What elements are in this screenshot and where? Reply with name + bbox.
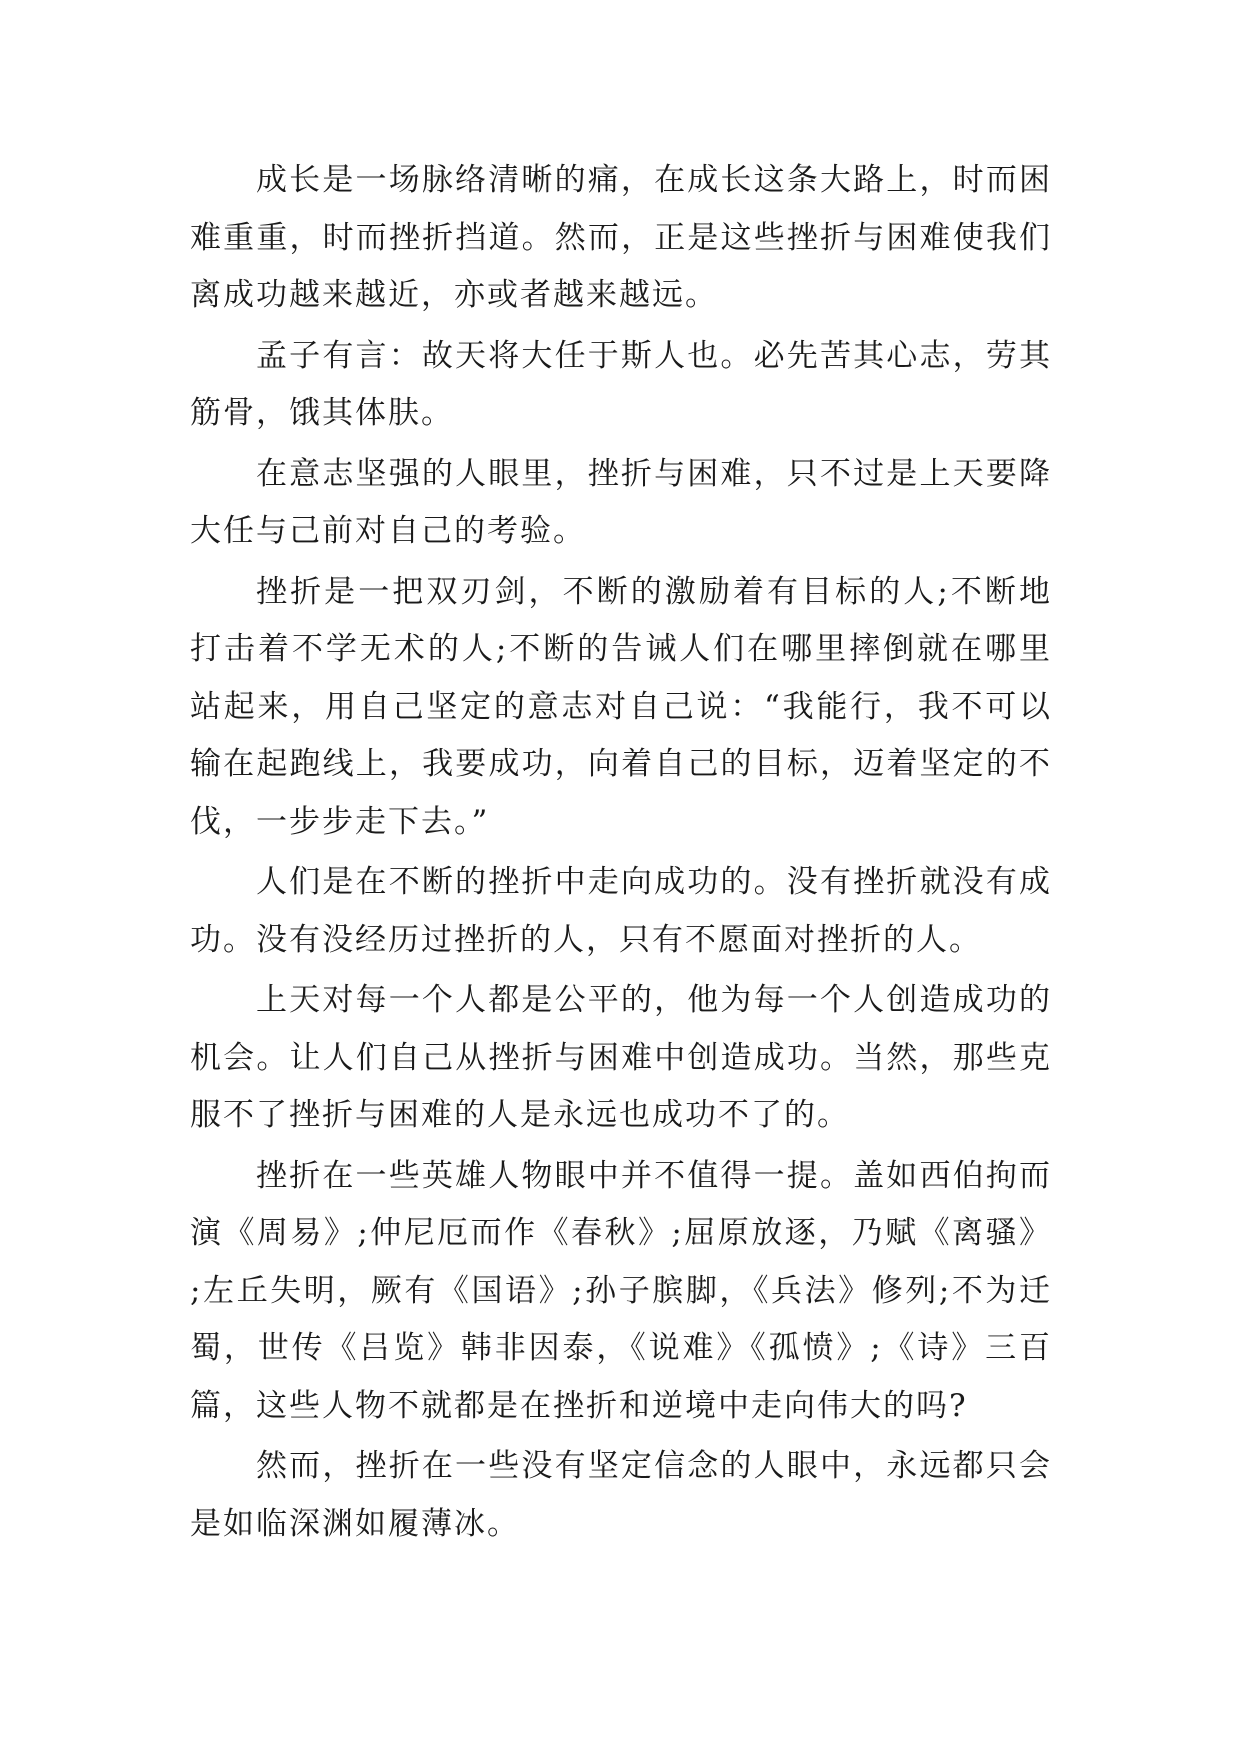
- paragraph-4: 挫折是一把双刃剑，不断的激励着有目标的人;不断地打击着不学无术的人;不断的告诫人们在哪里摔倒就在哪里站起来，用自己坚定的意志对自己说：“我能行，我不可以输在起跑线上，我要成功，向着自己的目标，迈着坚定的不伐，一步步走下去。”: [190, 573, 1052, 840]
- paragraph-8: 然而，挫折在一些没有坚定信念的人眼中，永远都只会是如临深渊如履薄冰。: [190, 1448, 1052, 1542]
- paragraph-7: 挫折在一些英雄人物眼中并不值得一提。盖如西伯拘而演《周易》;仲尼厄而作《春秋》;屈原放逐，乃赋《离骚》;左丘失明，厥有《国语》;孙子膑脚，《兵法》修列;不为迁蜀，世传《吕览》韩非因泰，《说难》《孤愤》;《诗》三百篇，这些人物不就都是在挫折和逆境中走向伟大的吗?: [190, 1157, 1052, 1424]
- paragraph-1: 成长是一场脉络清晰的痛，在成长这条大路上，时而困难重重，时而挫折挡道。然而，正是这些挫折与困难使我们离成功越来越近，亦或者越来越远。: [190, 162, 1052, 313]
- paragraph-2: 孟子有言：故天将大任于斯人也。必先苦其心志，劳其筋骨，饿其体肤。: [190, 337, 1052, 431]
- paragraph-6: 上天对每一个人都是公平的，他为每一个人创造成功的机会。让人们自己从挫折与困难中创造成功。当然，那些克服不了挫折与困难的人是永远也成功不了的。: [190, 982, 1052, 1133]
- paragraph-5: 人们是在不断的挫折中走向成功的。没有挫折就没有成功。没有没经历过挫折的人，只有不愿面对挫折的人。: [190, 864, 1052, 958]
- paragraph-3: 在意志坚强的人眼里，挫折与困难，只不过是上天要降大任与己前对自己的考验。: [190, 455, 1052, 549]
- essay-body: [190, 152, 1052, 1556]
